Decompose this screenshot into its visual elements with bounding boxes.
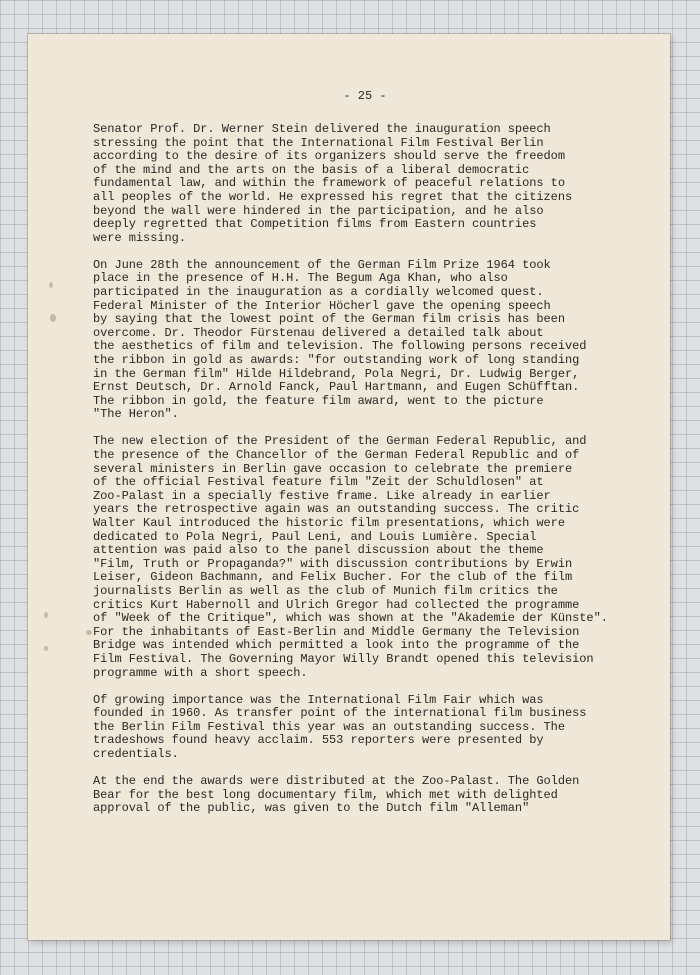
paragraph-festival-premiere: The new election of the President of the German Federal Republic, and the presence of the Chancellor of the German Federal Republic and of several ministers in Berlin gave occasion to celebrate the premiere of the official Festival feature film "Zeit der Schuldlosen" at Zoo-Palast in a specially festive frame. Like already in earlier years the retrospective again was an outstanding success. The critic Walter Kaul introduced the historic film presentations, which were dedicated to Pola Negri, Paul Leni, and Louis Lumière. Special attention was paid also to the panel discussion about the theme "Film, Truth or Propaganda?" with discussion contributions by Erwin Leiser, Gideon Bachmann, and Felix Bucher. For the club of the film journalists Berlin as well as the club of Munich film critics the critics Kurt Habernoll and Ulrich Gregor had collected the programme of "Week of the Critique", which was shown at the "Akademie der Künste". For the inhabitants of East-Berlin and Middle Germany the Television Bridge was intended which permitted a look into the programme of the Film Festival. The Governing Mayor Willy Brandt opened this television programme with a short speech. [93,434,608,680]
paragraph-awards: At the end the awards were distributed at the Zoo-Palast. The Golden Bear for the best long documentary film, which met with delighted approval of the public, was given to the Dutch film "Alleman" [93,774,580,816]
punch-hole-mark [44,612,48,618]
punch-hole-mark [49,282,53,288]
document-body [93,123,638,829]
punch-hole-mark [44,646,48,651]
punch-hole-mark [50,314,56,322]
page-number: - 25 - [343,89,387,103]
paragraph-inauguration-speech: Senator Prof. Dr. Werner Stein delivered the inauguration speech stressing the point that the International Film Festival Berlin according to the desire of its organizers should serve the freedom of the mind and the arts on the basis of a liberal democratic fundamental law, and within the framework of peaceful relations to all peoples of the world. He expressed his regret that the citizens beyond the wall were hindered in the participation, and he also deeply regretted that Competition films from Eastern countries were missing. [93,122,573,245]
paragraph-german-film-prize: On June 28th the announcement of the German Film Prize 1964 took place in the presence of H.H. The Begum Aga Khan, who also participated in the inauguration as a cordially welcomed quest. Federal Minister of the Interior Höcherl gave the opening speech by saying that the lowest point of the German film crisis has been overcome. Dr. Theodor Fürstenau delivered a detailed talk about the aesthetics of film and television. The following persons received the ribbon in gold as awards: "for outstanding work of long standing in the German film" Hilde Hildebrand, Pola Negri, Dr. Ludwig Berger, Ernst Deutsch, Dr. Arnold Fanck, Paul Hartmann, and Eugen Schüfftan. The ribbon in gold, the feature film award, went to the picture "The Heron". [93,257,587,422]
paragraph-film-fair: Of growing importance was the International Film Fair which was founded in 1960. As transfer point of the international film business the Berlin Film Festival this year was an outstanding success. The tradeshows found heavy acclaim. 553 reporters were presented by credentials. [93,692,587,762]
punch-hole-mark [86,630,92,635]
